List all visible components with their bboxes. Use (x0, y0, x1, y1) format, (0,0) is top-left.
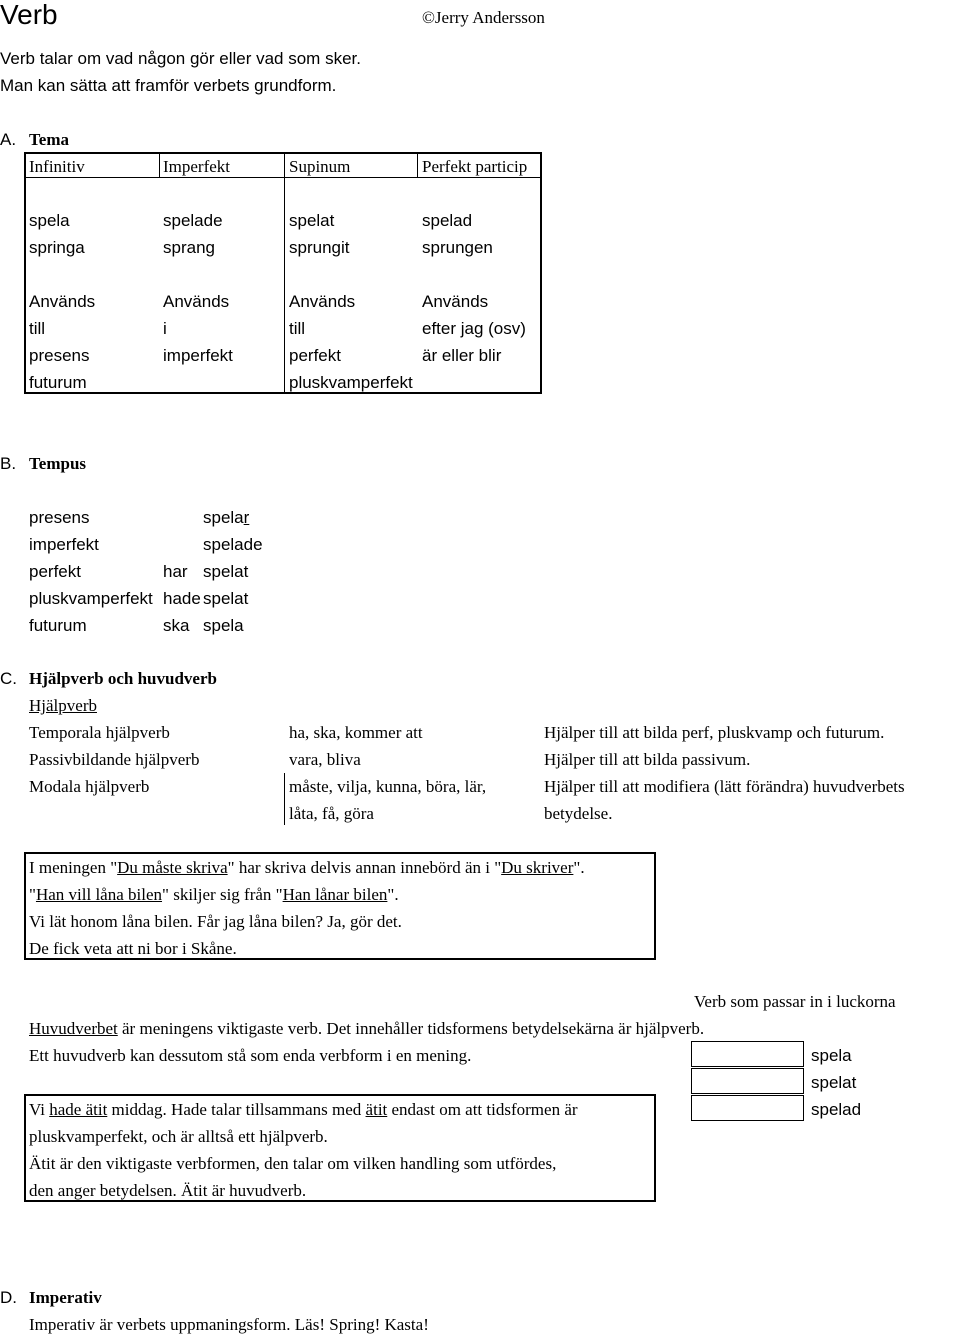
tempus-verb: spelat (203, 562, 249, 581)
page-title: Verb (0, 0, 58, 30)
text-fragment: middag. Hade talar tillsammans med (107, 1100, 366, 1119)
tempus-tense: pluskvamperfekt (29, 589, 153, 608)
exercise-option: spela (811, 1046, 852, 1065)
example-box-1-line-4: De fick veta att ni bor i Skåne. (29, 939, 237, 958)
tema-usage-cell: presens (29, 346, 90, 365)
text-fragment: endast om att tidsformen är (387, 1100, 578, 1119)
tempus-tense: perfekt (29, 562, 81, 581)
tempus-verb: spelade (203, 535, 263, 554)
tema-cell: spela (29, 211, 70, 230)
hjalpverb-verbs: ha, ska, kommer att (289, 723, 423, 742)
tempus-aux: ska (163, 616, 190, 635)
exercise-option: spelat (811, 1073, 857, 1092)
section-a-heading: Tema (29, 130, 69, 149)
example-box-2-line-1 (29, 1100, 578, 1120)
exercise-blank-1[interactable] (691, 1041, 804, 1067)
tema-cell: spelat (289, 211, 335, 230)
tempus-verb: spela (203, 616, 244, 635)
tempus-tense: presens (29, 508, 90, 527)
example-box-1-line-3: Vi lät honom låna bilen. Får jag låna bilen? Ja, gör det. (29, 912, 402, 931)
tema-usage-cell: i (163, 319, 167, 338)
huvudverb-definition (29, 1019, 704, 1039)
tema-usage-cell: Används (163, 292, 230, 311)
hjalpverb-desc: Hjälper till att bilda perf, pluskvamp och futurum. (544, 723, 885, 742)
exercise-title: Verb som passar in i luckorna (694, 992, 896, 1011)
tema-usage-cell: till (29, 319, 46, 338)
section-c-letter: C. (0, 669, 17, 688)
exercise-option: spelad (811, 1100, 862, 1119)
tema-cell: spelade (163, 211, 223, 230)
tema-usage-cell: efter jag (osv) (422, 319, 526, 338)
tema-col-divider-3 (417, 153, 418, 178)
intro-line-2: Man kan sätta att framför verbets grundform. (0, 76, 337, 95)
hjalpverb-type: Passivbildande hjälpverb (29, 750, 200, 769)
section-b-heading: Tempus (29, 454, 87, 473)
tema-header-infinitiv: Infinitiv (29, 157, 85, 176)
tema-cell: sprungit (289, 238, 350, 257)
hjalpverb-verbs: vara, bliva (289, 750, 361, 769)
underlined-phrase: Han vill låna bilen (35, 885, 163, 904)
tema-usage-cell: pluskvamperfekt (289, 373, 413, 392)
modal-divider (284, 773, 285, 825)
huvudverb-note: Ett huvudverb kan dessutom stå som enda verbform i en mening. (29, 1046, 472, 1065)
tema-usage-cell: är eller blir (422, 346, 502, 365)
tema-usage-cell: till (289, 319, 306, 338)
hjalpverb-verbs: måste, vilja, kunna, böra, lär, (289, 777, 487, 796)
tema-usage-cell: perfekt (289, 346, 341, 365)
hjalpverb-subheading: Hjälpverb (29, 696, 97, 715)
tema-usage-cell: Används (29, 292, 96, 311)
section-d-heading: Imperativ (29, 1288, 102, 1307)
underlined-phrase: Du måste skriva (117, 858, 228, 877)
imperativ-text: Imperativ är verbets uppmaningsform. Läs! Spring! Kasta! (29, 1315, 429, 1334)
hjalpverb-desc: Hjälper till att bilda passivum. (544, 750, 751, 769)
text-fragment: I meningen " (29, 858, 118, 877)
tema-usage-cell: imperfekt (163, 346, 233, 365)
text-fragment: är meningens viktigaste verb. Det innehåller tidsformens betydelsekärna är hjälpverb. (117, 1019, 705, 1038)
tema-header-perfekt-particip: Perfekt particip (422, 157, 528, 176)
tema-usage-cell: Används (289, 292, 356, 311)
hjalpverb-type: Temporala hjälpverb (29, 723, 170, 742)
section-b-letter: B. (0, 454, 17, 473)
tempus-verb: spelat (203, 589, 249, 608)
exercise-blank-2[interactable] (691, 1068, 804, 1094)
example-box-2-line-2: pluskvamperfekt, och är alltså ett hjälpverb. (29, 1127, 328, 1146)
underlined-phrase: Du skriver (501, 858, 574, 877)
underlined-term: Huvudverbet (29, 1019, 118, 1038)
tempus-aux: har (163, 562, 188, 581)
tempus-aux: hade (163, 589, 201, 608)
tema-cell: sprang (163, 238, 215, 257)
text-fragment: " (29, 885, 36, 904)
text-fragment: ". (573, 858, 585, 877)
text-fragment: " skiljer sig från " (162, 885, 283, 904)
example-box-1-line-2 (29, 885, 399, 905)
hjalpverb-verbs: låta, få, göra (289, 804, 374, 823)
example-box-1-line-1 (29, 858, 585, 878)
text-fragment: Vi (29, 1100, 50, 1119)
tema-usage-cell: futurum (29, 373, 87, 392)
hjalpverb-desc: betydelse. (544, 804, 613, 823)
section-c-heading: Hjälpverb och huvudverb (29, 669, 217, 688)
text-fragment: ". (387, 885, 399, 904)
copyright-notice: ©Jerry Andersson (422, 8, 545, 27)
tema-cell: springa (29, 238, 85, 257)
intro-line-1: Verb talar om vad någon gör eller vad som sker. (0, 49, 361, 68)
tema-cell: spelad (422, 211, 473, 230)
tempus-verb (203, 508, 249, 528)
tempus-verb-ending: r (243, 508, 250, 527)
tempus-tense: imperfekt (29, 535, 99, 554)
hjalpverb-desc: Hjälper till att modifiera (lätt förändra) huvudverbets (544, 777, 905, 796)
tema-header-imperfekt: Imperfekt (163, 157, 231, 176)
hjalpverb-type: Modala hjälpverb (29, 777, 150, 796)
tempus-tense: futurum (29, 616, 87, 635)
text-fragment: " har skriva delvis annan innebörd än i " (227, 858, 502, 877)
underlined-phrase: hade ätit (49, 1100, 108, 1119)
example-box-2-line-4: den anger betydelsen. Ätit är huvudverb. (29, 1181, 307, 1200)
tema-col-divider-1 (159, 153, 160, 178)
tema-col-divider-2 (284, 153, 285, 393)
exercise-blank-3[interactable] (691, 1095, 804, 1121)
underlined-phrase: Han lånar bilen (282, 885, 388, 904)
tema-usage-cell: Används (422, 292, 489, 311)
tema-header-divider (24, 177, 542, 178)
section-d-letter: D. (0, 1288, 17, 1307)
tempus-verb-stem: spela (203, 508, 244, 527)
example-box-2-line-3: Ätit är den viktigaste verbformen, den talar om vilken handling som utfördes, (29, 1154, 557, 1173)
tema-header-supinum: Supinum (289, 157, 351, 176)
underlined-phrase: ätit (365, 1100, 388, 1119)
section-a-letter: A. (0, 130, 17, 149)
tema-cell: sprungen (422, 238, 493, 257)
